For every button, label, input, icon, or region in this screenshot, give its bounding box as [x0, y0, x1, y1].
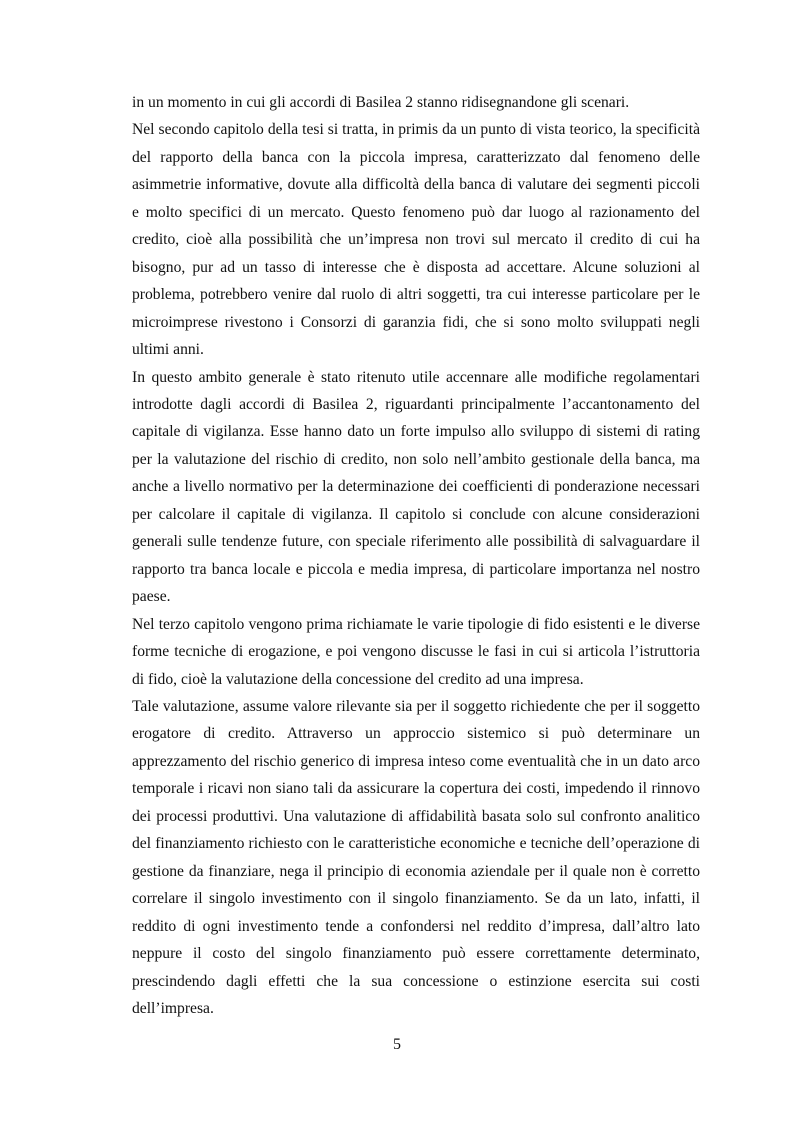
page-number: 5 [393, 1036, 401, 1053]
paragraph-4: Nel terzo capitolo vengono prima richiamate le varie tipologie di fido esistenti e le diverse forme tecniche di erogazione, e poi vengono discusse le fasi in cui si articola l’istruttoria di fido, cioè la valutazione della concessione del credito ad una impresa. [132, 615, 700, 688]
body-text [132, 89, 700, 1022]
paragraph-2: Nel secondo capitolo della tesi si tratta, in primis da un punto di vista teorico, la specificità del rapporto della banca con la piccola impresa, caratterizzato dal fenomeno delle asimmetrie informative, dovute alla difficoltà della banca di valutare dei segmenti piccoli e molto specifici di un mercato. Questo fenomeno può dar luogo al razionamento del credito, cioè alla possibilità che un’impresa non trovi sul mercato il credito di cui ha bisogno, pur ad un tasso di interesse che è disposta ad accettare. Alcune soluzioni al problema, potrebbero venire dal ruolo di altri soggetti, tra cui interesse particolare per le microimprese rivestono i Consorzi di garanzia fidi, che si sono molto sviluppati negli ultimi anni. [132, 121, 700, 359]
paragraph-1: in un momento in cui gli accordi di Basilea 2 stanno ridisegnandone gli scenari. [132, 94, 630, 111]
paragraph-3: In questo ambito generale è stato ritenuto utile accennare alle modifiche regolamentari introdotte dagli accordi di Basilea 2, riguardanti principalmente l’accantonamento del capitale di vigilanza. Esse hanno dato un forte impulso allo sviluppo di sistemi di rating per la valutazione del rischio di credito, non solo nell’ambito gestionale della banca, ma anche a livello normativo per la determinazione dei coefficienti di ponderazione necessari per calcolare il capitale di vigilanza. Il capitolo si conclude con alcune considerazioni generali sulle tendenze future, con speciale riferimento alle possibilità di salvaguardare il rapporto tra banca locale e piccola e media impresa, di particolare importanza nel nostro paese. [132, 368, 700, 606]
paragraph-5: Tale valutazione, assume valore rilevante sia per il soggetto richiedente che per il soggetto erogatore di credito. Attraverso un approccio sistemico si può determinare un apprezzamento del rischio generico di impresa inteso come eventualità che in un dato arco temporale i ricavi non siano tali da assicurare la copertura dei costi, impedendo il rinnovo dei processi produttivi. Una valutazione di affidabilità basata solo sul confronto analitico del finanziamento richiesto con le caratteristiche economiche e tecniche dell’operazione di gestione da finanziare, nega il principio di economia aziendale per il quale non è corretto correlare il singolo investimento con il singolo finanziamento. Se da un lato, infatti, il reddito di ogni investimento tende a confondersi nel reddito d’impresa, dall’altro lato neppure il costo del singolo finanziamento può essere correttamente determinato, prescindendo dagli effetti che la sua concessione o estinzione esercita sui costi dell’impresa. [132, 697, 700, 1017]
